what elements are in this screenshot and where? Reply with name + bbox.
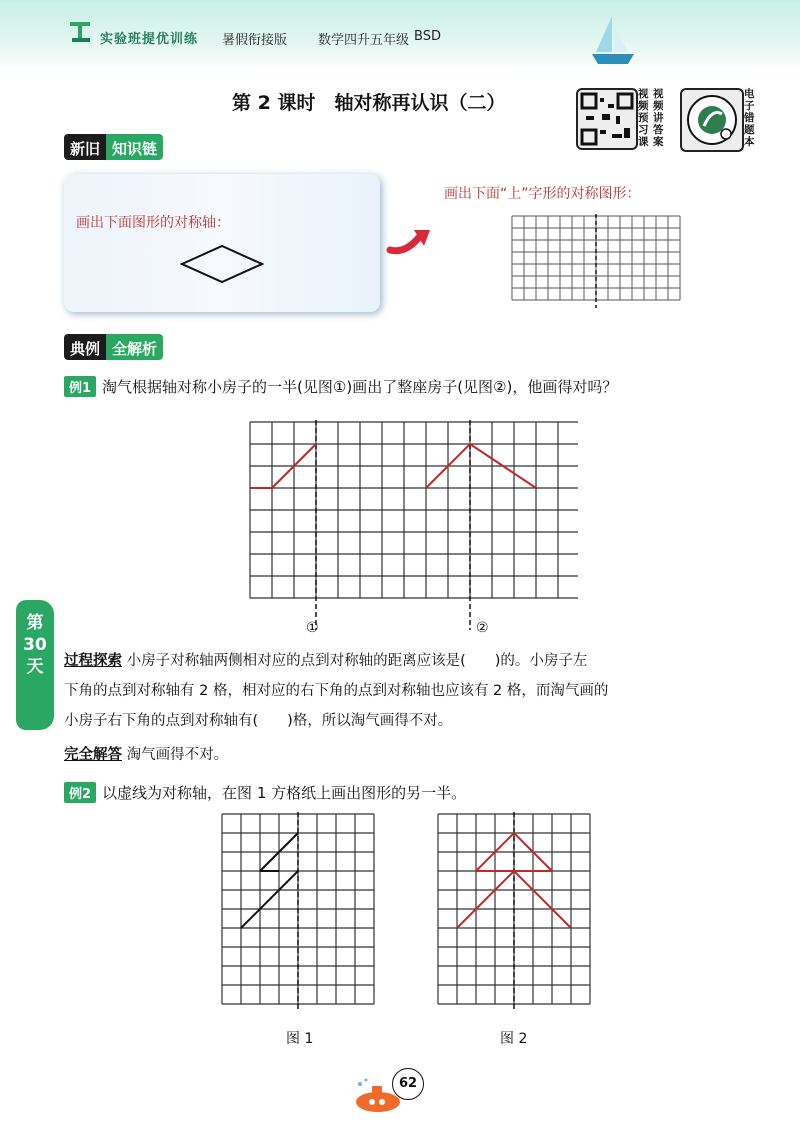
section-tag-part-a: 新旧 <box>64 134 106 160</box>
example-1-line <box>64 376 617 397</box>
caption-char: 预 <box>638 112 649 124</box>
publisher-label: BSD <box>414 29 441 44</box>
example-2-label: 例2 <box>64 782 96 803</box>
grade-label: 数学四升五年级 <box>318 33 410 48</box>
caption-char: 案 <box>653 136 664 148</box>
section-tag-review <box>64 134 163 160</box>
example-1-label: 例1 <box>64 376 96 397</box>
qr-caption-errors <box>744 88 757 148</box>
process-line-2: 下角的点到对称轴有 2 格，相对应的右下角的点到对称轴也应该有 2 格，而淘气画的 <box>64 683 609 699</box>
figure-2-marker: ② <box>476 620 489 636</box>
figure-1-marker: ① <box>306 620 319 636</box>
qr-caption-video <box>638 88 651 148</box>
review-card <box>64 174 380 312</box>
example-1-text: 淘气根据轴对称小房子的一半(见图①)画出了整座房子(见图②)，他画得对吗？ <box>102 378 618 396</box>
process-line-3: 小房子右下角的点到对称轴有( )格，所以淘气画得不对。 <box>64 713 453 729</box>
section-tag-part-b: 全解析 <box>106 334 163 360</box>
process-label: 过程探索 <box>64 653 122 669</box>
caption-char: 本 <box>744 136 755 148</box>
rhombus-figure <box>180 244 264 284</box>
caption-char: 答 <box>653 124 664 136</box>
day-tab-line: 天 <box>26 657 44 677</box>
figure-2-caption: 图 2 <box>500 1031 528 1047</box>
qr-code-error-book[interactable] <box>680 88 744 152</box>
process-paragraph <box>64 646 754 736</box>
caption-char: 错 <box>744 112 755 124</box>
qr-captions-left <box>638 88 666 148</box>
section-tag-examples <box>64 334 163 360</box>
caption-char: 习 <box>638 124 649 136</box>
figure-1-caption: 图 1 <box>286 1031 314 1047</box>
caption-char: 子 <box>744 100 755 112</box>
example-2-text: 以虚线为对称轴，在图 1 方格纸上画出图形的另一半。 <box>102 784 467 802</box>
caption-char: 视 <box>653 88 664 100</box>
review-question-2: 画出下面“上”字形的对称图形： <box>444 186 641 202</box>
caption-char: 讲 <box>653 112 664 124</box>
caption-char: 视 <box>638 88 649 100</box>
red-arrow-icon <box>386 224 432 258</box>
series-name: 实验班提优训练 <box>100 32 199 47</box>
caption-char: 课 <box>638 136 649 148</box>
edition-label: 暑假衔接版 <box>222 33 288 48</box>
grid-review <box>510 214 686 308</box>
grid-example-2-fig1 <box>220 812 382 1010</box>
example-2-line <box>64 782 466 803</box>
page-number: 62 <box>392 1068 424 1100</box>
lesson-title: 第 2 课时 轴对称再认识（二） <box>232 92 506 114</box>
caption-char: 频 <box>653 100 664 112</box>
day-tab <box>16 600 54 730</box>
grid-example-2-fig2 <box>436 812 598 1010</box>
qr-caption-answers <box>653 88 666 148</box>
shape-half-lower <box>241 871 298 928</box>
section-tag-part-a: 典例 <box>64 334 106 360</box>
caption-char: 题 <box>744 124 755 136</box>
series-logo <box>66 16 96 46</box>
day-tab-line: 30 <box>23 635 47 655</box>
day-tab-line: 第 <box>26 613 44 633</box>
process-line-1 <box>64 646 754 676</box>
sailboat-icon <box>588 14 638 70</box>
caption-char: 电 <box>744 88 755 100</box>
caption-char: 频 <box>638 100 649 112</box>
qr-code-video[interactable] <box>576 88 638 150</box>
section-tag-part-b: 知识链 <box>106 134 163 160</box>
answer-line <box>64 740 754 770</box>
answer-label: 完全解答 <box>64 747 122 763</box>
grid-example-1 <box>248 420 578 630</box>
review-question-1: 画出下面图形的对称轴： <box>76 215 230 231</box>
answer-text: 淘气画得不对。 <box>126 747 229 763</box>
process-text: 小房子对称轴两侧相对应的点到对称轴的距离应该是( )的。小房子左 <box>126 653 588 669</box>
